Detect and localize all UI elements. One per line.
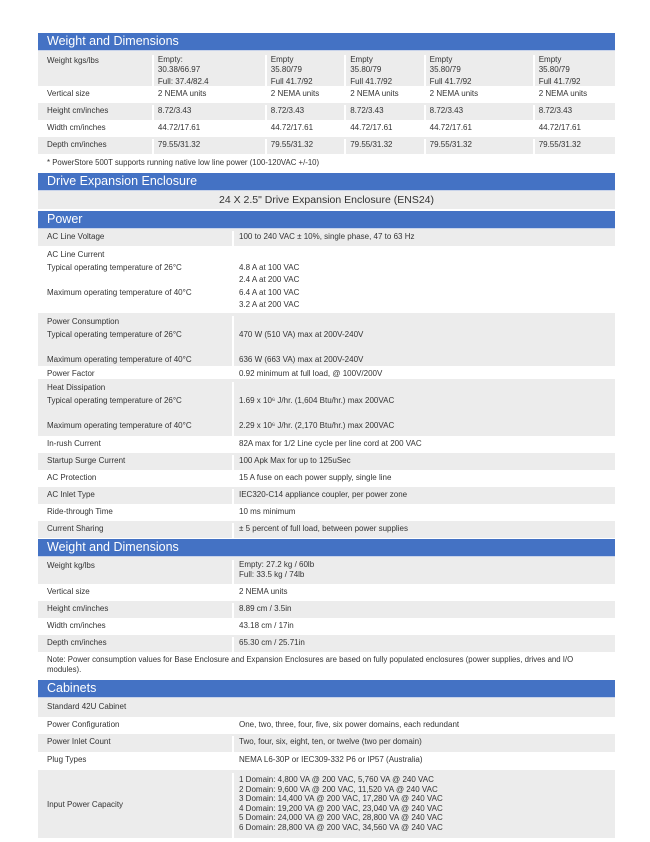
table-cell — [154, 139, 267, 154]
text-line: 79.55/31.32 — [538, 140, 581, 149]
row-label: Vertical size — [38, 88, 154, 103]
section-header: Cabinets — [38, 680, 615, 698]
text-line: 2 NEMA units — [538, 89, 588, 98]
text-line: Empty — [538, 55, 562, 64]
table-row — [38, 487, 615, 504]
text-line: 2 NEMA units — [157, 89, 207, 98]
text-line: Power Consumption — [47, 317, 120, 326]
row-value — [234, 620, 615, 635]
text-line: 8.72/3.43 — [538, 106, 573, 115]
text-line: Typical operating temperature of 26°C — [47, 395, 182, 405]
cabinet-type-label: Standard 42U Cabinet — [47, 702, 127, 711]
row-value — [234, 560, 615, 584]
text-line: Power Configuration — [47, 720, 120, 729]
row-value — [234, 438, 615, 453]
text-line — [239, 316, 615, 329]
table-cell — [426, 105, 535, 120]
row-label: Width cm/inches — [38, 122, 154, 137]
table-row — [38, 557, 615, 584]
table-row — [38, 601, 615, 618]
text-line: 2 Domain: 9,600 VA @ 200 VAC, 11,520 VA @ 240 VAC — [239, 784, 438, 794]
text-line: 8.72/3.43 — [429, 106, 464, 115]
text-line — [239, 382, 615, 395]
text-line: In-rush Current — [47, 439, 101, 448]
table-row — [38, 504, 615, 521]
footnote: * PowerStore 500T supports running native low line power (100-120VAC +/-10) — [38, 154, 615, 171]
text-line: 3 Domain: 14,400 VA @ 200 VAC, 17,280 VA @ 240 VAC — [239, 794, 443, 803]
table-cell — [426, 55, 535, 86]
text-line: AC Protection — [47, 473, 97, 482]
row-label — [38, 603, 234, 618]
table-cell — [267, 105, 346, 120]
section-header: Weight and Dimensions — [38, 33, 615, 51]
text-line: 79.55/31.32 — [270, 140, 314, 149]
table-cell — [535, 55, 615, 86]
row-value — [234, 754, 615, 770]
text-line: IEC320-C14 appliance coupler, per power zone — [239, 490, 408, 499]
text-line: One, two, three, four, five, six power domains, each redundant — [239, 720, 460, 729]
section-header: Weight and Dimensions — [38, 539, 615, 557]
table-cell — [535, 88, 615, 103]
text-line: Plug Types — [47, 755, 87, 764]
row-label — [38, 316, 234, 366]
row-value — [234, 736, 615, 752]
text-line: Two, four, six, eight, ten, or twelve (two per domain) — [239, 737, 422, 746]
text-line: 2 NEMA units — [429, 89, 479, 98]
text-line: Vertical size — [47, 587, 90, 596]
cabinet-type — [38, 698, 615, 717]
table-row — [38, 366, 615, 379]
text-line — [47, 274, 232, 287]
text-line: 30.38/66.97 — [157, 64, 201, 74]
text-line: 79.55/31.32 — [429, 140, 472, 149]
table-row — [38, 470, 615, 487]
text-line: ± 5 percent of full load, between power supplies — [239, 524, 408, 533]
text-line: 2 NEMA units — [239, 587, 288, 596]
row-label — [38, 719, 234, 734]
text-line: Power Inlet Count — [47, 737, 111, 746]
text-line: 79.55/31.32 — [157, 140, 201, 149]
table-row — [38, 436, 615, 453]
table-cell — [346, 88, 425, 103]
table-cell — [346, 105, 425, 120]
row-label — [38, 523, 234, 538]
text-line: 4 Domain: 19,200 VA @ 200 VAC, 23,040 VA @ 240 VAC — [239, 803, 443, 813]
row-label — [38, 560, 234, 584]
table-row — [38, 246, 615, 313]
text-line: NEMA L6-30P or IEC309-332 P6 or IP57 (Australia) — [239, 755, 423, 764]
text-line: 35.80/79 — [538, 64, 570, 74]
text-line: Typical operating temperature of 26°C — [47, 262, 182, 272]
text-line: 2.4 A at 200 VAC — [239, 275, 300, 284]
text-line: Empty — [429, 55, 453, 64]
text-line: 8.72/3.43 — [157, 106, 192, 115]
row-label — [38, 736, 234, 752]
row-value — [234, 382, 615, 436]
footnote: Note: Power consumption values for Base Enclosure and Expansion Enclosures are based on fully populated enclosures (power supplies, drives and I/O modules). — [38, 652, 615, 679]
row-value — [234, 489, 615, 504]
row-label — [38, 586, 234, 601]
table-cell — [535, 105, 615, 120]
text-line: 8.72/3.43 — [350, 106, 384, 115]
row-label — [38, 637, 234, 652]
table-cell — [154, 105, 267, 120]
text-line: 8.72/3.43 — [270, 106, 305, 115]
table-cell — [346, 139, 425, 154]
text-line: Maximum operating temperature of 40°C — [47, 420, 192, 430]
table-row — [38, 521, 615, 538]
row-value — [234, 719, 615, 734]
section-header: Drive Expansion Enclosure — [38, 173, 615, 191]
table-cell — [154, 122, 267, 137]
text-line: 8.89 cm / 3.5in — [239, 604, 292, 613]
text-line — [47, 407, 232, 420]
text-line: 44.72/17.61 — [538, 123, 581, 132]
table-row — [38, 752, 615, 770]
table-cell — [535, 139, 615, 154]
table-row — [38, 229, 615, 246]
text-line: 100 Apk Max for up to 125uSec — [239, 456, 351, 465]
text-line — [47, 341, 232, 354]
text-line: 44.72/17.61 — [350, 123, 393, 132]
text-line: Height cm/inches — [47, 604, 109, 613]
row-value — [234, 637, 615, 652]
table-row — [38, 103, 615, 120]
text-line: Heat Dissipation — [47, 383, 106, 392]
text-line: 3.2 A at 200 VAC — [239, 300, 300, 309]
drive-enclosure-value: 24 X 2.5" Drive Expansion Enclosure (ENS24) — [38, 191, 615, 209]
text-line: 100 to 240 VAC ± 10%, single phase, 47 to 63 Hz — [239, 232, 415, 241]
text-line: Startup Surge Current — [47, 456, 126, 465]
text-line — [239, 249, 615, 262]
row-value — [234, 603, 615, 618]
table-row — [38, 717, 615, 734]
text-line: 470 W (510 VA) max at 200V-240V — [239, 329, 364, 339]
text-line: Typical operating temperature of 26°C — [47, 329, 182, 339]
table-cell — [154, 55, 267, 86]
table-cell — [267, 55, 346, 86]
row-value — [234, 506, 615, 521]
row-label — [38, 489, 234, 504]
row-value — [234, 472, 615, 487]
text-line: 6.4 A at 100 VAC — [239, 287, 300, 297]
table-cell — [426, 122, 535, 137]
text-line: 10 ms minimum — [239, 507, 296, 516]
text-line: Empty: 27.2 kg / 60lb — [239, 560, 315, 569]
table-row — [38, 584, 615, 601]
row-label: Depth cm/inches — [38, 139, 154, 154]
row-value — [234, 368, 615, 379]
text-line: Full: 33.5 kg / 74lb — [239, 569, 305, 579]
row-value — [234, 455, 615, 470]
row-value — [234, 231, 615, 246]
table-cell — [154, 88, 267, 103]
table-row — [38, 734, 615, 752]
table-cell — [346, 122, 425, 137]
row-label — [38, 438, 234, 453]
row-value — [234, 249, 615, 313]
text-line: 0.92 minimum at full load, @ 100V/200V — [239, 369, 383, 378]
text-line: Width cm/inches — [47, 621, 106, 630]
text-line: Empty — [350, 55, 373, 64]
text-line: 5 Domain: 24,000 VA @ 200 VAC, 28,800 VA @ 240 VAC — [239, 813, 443, 822]
row-label — [38, 472, 234, 487]
table-cell — [426, 139, 535, 154]
text-line: 35.80/79 — [429, 64, 461, 74]
table-cell — [267, 122, 346, 137]
text-line: Full 41.7/92 — [270, 77, 313, 86]
text-line: 1.69 x 10⁶ J/hr. (1,604 Btu/hr.) max 200VAC — [239, 395, 395, 405]
text-line: 2.29 x 10⁶ J/hr. (2,170 Btu/hr.) max 200VAC — [239, 420, 395, 430]
spec-document — [38, 33, 615, 838]
text-line: 2 NEMA units — [270, 89, 320, 98]
row-label — [38, 382, 234, 436]
text-line: Input Power Capacity — [47, 800, 124, 810]
text-line: 2 NEMA units — [350, 89, 399, 98]
text-line: 6 Domain: 28,800 VA @ 200 VAC, 34,560 VA @ 240 VAC — [239, 822, 443, 832]
table-row — [38, 618, 615, 635]
text-line: Empty — [270, 55, 294, 64]
text-line: Current Sharing — [47, 524, 104, 533]
row-value — [234, 773, 615, 838]
text-line — [239, 407, 615, 420]
table-row — [38, 453, 615, 470]
text-line: 4.8 A at 100 VAC — [239, 262, 300, 272]
table-row — [38, 635, 615, 652]
table-cell — [267, 88, 346, 103]
row-value — [234, 523, 615, 538]
text-line — [239, 341, 615, 354]
text-line: 44.72/17.61 — [157, 123, 201, 132]
text-line: 35.80/79 — [350, 64, 382, 74]
text-line: 636 W (663 VA) max at 200V-240V — [239, 354, 364, 364]
text-line: 82A max for 1/2 Line cycle per line cord at 200 VAC — [239, 439, 422, 448]
text-line: Empty: — [157, 55, 183, 64]
table-cell — [535, 122, 615, 137]
text-line: Maximum operating temperature of 40°C — [47, 354, 192, 364]
table-row — [38, 120, 615, 137]
text-line: 1 Domain: 4,800 VA @ 200 VAC, 5,760 VA @ 240 VAC — [239, 775, 434, 784]
table-row — [38, 379, 615, 436]
row-label: Weight kgs/lbs — [38, 55, 154, 86]
row-label — [38, 249, 234, 313]
table-row — [38, 770, 615, 838]
text-line: Depth cm/inches — [47, 638, 107, 647]
row-label — [38, 620, 234, 635]
text-line: 44.72/17.61 — [429, 123, 472, 132]
table-row — [38, 51, 615, 86]
row-label — [38, 455, 234, 470]
table-row — [38, 313, 615, 366]
text-line: Full 41.7/92 — [350, 77, 393, 86]
text-line: Full: 37.4/82.4 — [157, 77, 209, 86]
row-value — [234, 586, 615, 601]
text-line: Full 41.7/92 — [538, 77, 581, 86]
row-value — [234, 316, 615, 366]
text-line — [47, 299, 232, 312]
row-label: Height cm/inches — [38, 105, 154, 120]
text-line: 79.55/31.32 — [350, 140, 393, 149]
text-line: Ride-through Time — [47, 507, 113, 516]
table-row — [38, 137, 615, 154]
table-cell — [267, 139, 346, 154]
row-label — [38, 773, 234, 838]
text-line: Weight kg/lbs — [47, 561, 95, 570]
table-cell — [346, 55, 425, 86]
row-label — [38, 368, 234, 379]
text-line: 43.18 cm / 17in — [239, 621, 294, 630]
text-line: AC Line Current — [47, 250, 105, 259]
text-line: AC Line Voltage — [47, 232, 105, 241]
text-line: 35.80/79 — [270, 64, 302, 74]
text-line: Power Factor — [47, 369, 95, 378]
text-line: Maximum operating temperature of 40°C — [47, 287, 192, 297]
text-line: 65.30 cm / 25.71in — [239, 638, 305, 647]
section-header: Power — [38, 211, 615, 229]
row-label — [38, 754, 234, 770]
table-cell — [426, 88, 535, 103]
text-line: 15 A fuse on each power supply, single line — [239, 473, 392, 482]
table-row — [38, 86, 615, 103]
text-line: 44.72/17.61 — [270, 123, 314, 132]
row-label — [38, 231, 234, 246]
text-line: Full 41.7/92 — [429, 77, 472, 86]
row-label — [38, 506, 234, 521]
text-line: AC Inlet Type — [47, 490, 95, 499]
